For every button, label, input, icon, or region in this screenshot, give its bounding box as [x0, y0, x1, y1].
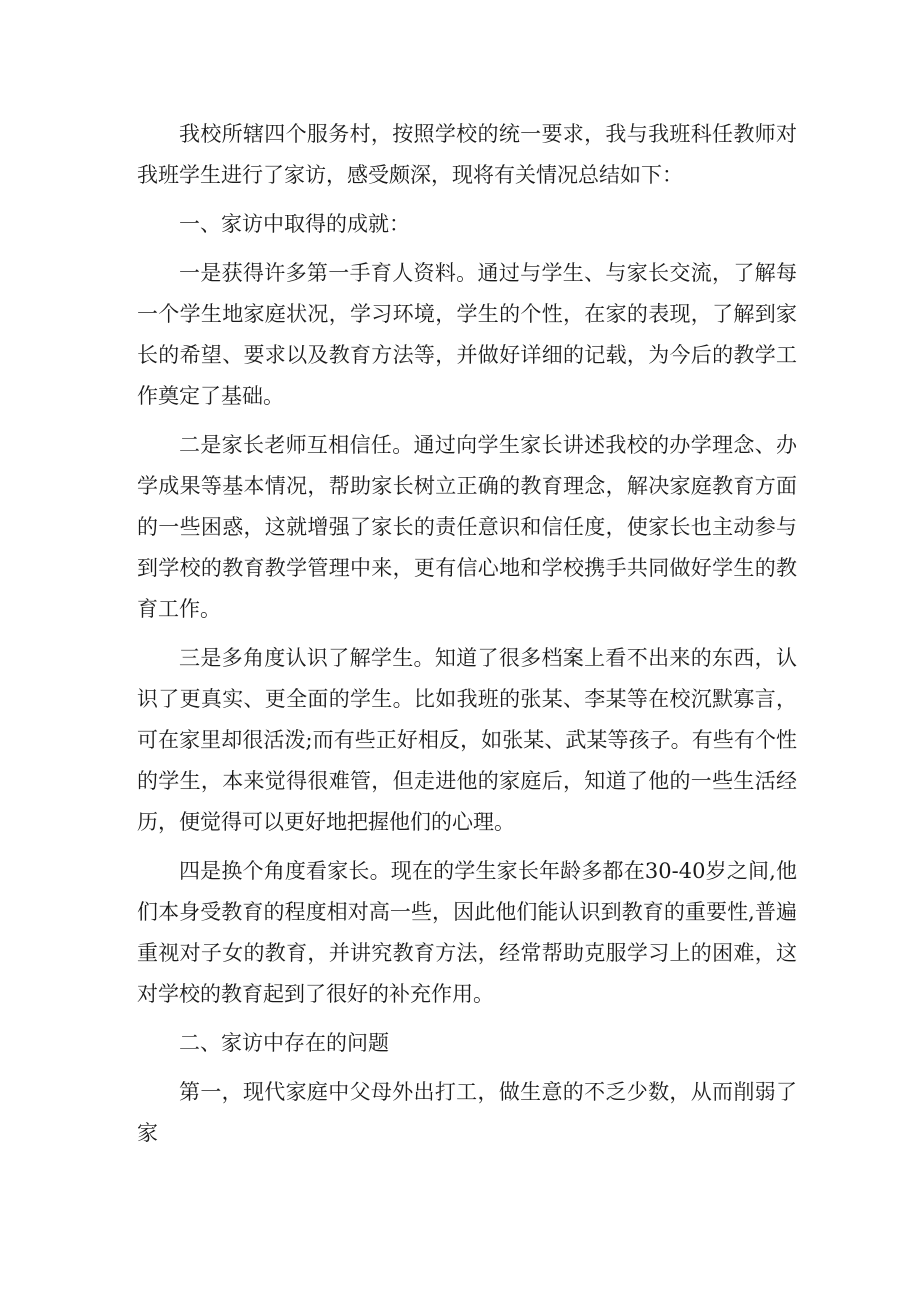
paragraph-problem-1: 第一，现代家庭中父母外出打工，做生意的不乏少数，从而削弱了家 — [137, 1080, 797, 1145]
section-heading-problems: 二、家访中存在的问题 — [179, 1031, 389, 1055]
section-heading-achievements: 一、家访中取得的成就： — [179, 212, 410, 236]
paragraph-achievement-4: 四是换个角度看家长。现在的学生家长年龄多都在30-40岁之间,他们本身受教育的程度相对高一些，因此他们能认识到教育的重要性,普遍重视对子女的教育，并讲究教育方法，经常帮助克服学习上的困难，这对学校的教育起到了很好的补充作用。 — [137, 859, 797, 1006]
paragraph-achievement-1: 一是获得许多第一手育人资料。通过与学生、与家长交流，了解每一个学生地家庭状况，学习环境，学生的个性，在家的表现，了解到家长的希望、要求以及教育方法等，并做好详细的记载，为今后的教学工作奠定了基础。 — [137, 261, 797, 408]
paragraph-intro: 我校所辖四个服务村，按照学校的统一要求，我与我班科任教师对我班学生进行了家访，感受颇深，现将有关情况总结如下： — [137, 122, 797, 187]
document-body — [137, 114, 797, 1162]
paragraph-achievement-2: 二是家长老师互相信任。通过向学生家长讲述我校的办学理念、办学成果等基本情况，帮助家长树立正确的教育理念，解决家庭教育方面的一些困惑，这就增强了家长的责任意识和信任度，使家长也主动参与到学校的教育教学管理中来，更有信心地和学校携手共同做好学生的教育工作。 — [137, 433, 797, 621]
paragraph-achievement-3: 三是多角度认识了解学生。知道了很多档案上看不出来的东西，认识了更真实、更全面的学生。比如我班的张某、李某等在校沉默寡言，可在家里却很活泼;而有些正好相反，如张某、武某等孩子。有些有个性的学生，本来觉得很难管，但走进他的家庭后，知道了他的一些生活经历，便觉得可以更好地把握他们的心理。 — [137, 646, 797, 834]
